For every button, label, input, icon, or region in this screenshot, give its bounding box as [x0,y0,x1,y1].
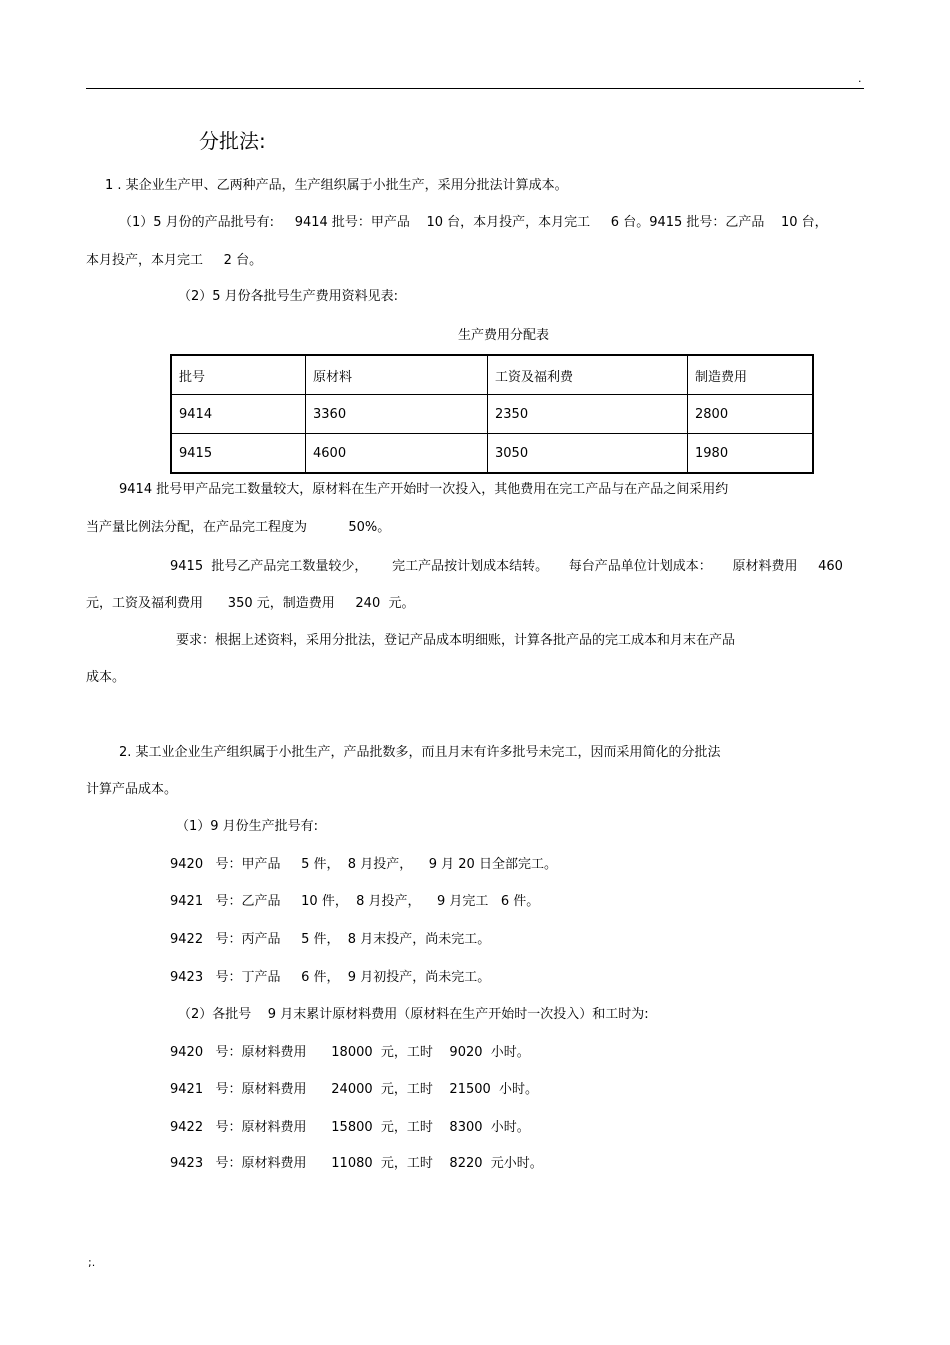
batch-line: 9420 号：甲产品 5 件， 8 月投产， 9 月 20 日全部完工。 [170,857,557,872]
problem2-item1: （1）9 月份生产批号有: [176,819,319,834]
cost-line: 9422 号：原材料费用 15800 元，工时 8300 小时。 [170,1120,530,1135]
cost-line: 9420 号：原材料费用 18000 元，工时 9020 小时。 [170,1045,530,1060]
table-row [171,434,813,474]
footer-corner-mark: ;. [88,1256,96,1269]
table-cell: 4600 [306,434,488,474]
table-row [171,395,813,434]
problem2-item2: （2）各批号 9 月末累计原材料费用（原材料在生产开始时一次投入）和工时为: [178,1007,649,1022]
problem1-note1-line2: 当产量比例法分配，在产品完工程度为 50%。 [86,520,391,535]
problem1-item1-line2: 本月投产，本月完工 2 台。 [86,253,263,268]
cost-line: 9423 号：原材料费用 11080 元，工时 8220 元小时。 [170,1156,543,1171]
table-cell: 3360 [306,395,488,434]
table-cell: 1980 [688,434,814,474]
problem1-intro: 1 . 某企业生产甲、乙两种产品，生产组织属于小批生产，采用分批法计算成本。 [105,178,568,193]
table-cell: 9414 [171,395,306,434]
header-corner-mark: . [858,72,862,85]
header-rule [86,88,864,89]
table-header-cell: 工资及福利费 [488,355,688,395]
table-cell: 9415 [171,434,306,474]
table-header-cell: 原材料 [306,355,488,395]
table-header-row [171,355,813,395]
table-header-cell: 制造费用 [688,355,814,395]
cost-allocation-table [170,354,814,474]
batch-line: 9423 号：丁产品 6 件， 9 月初投产，尚未完工。 [170,970,491,985]
batch-line: 9422 号：丙产品 5 件， 8 月末投产，尚未完工。 [170,932,491,947]
problem1-item1-line1: （1）5 月份的产品批号有: 9414 批号：甲产品 10 台，本月投产，本月完工 6 台。9415 批号：乙产品 10 台， [119,215,828,230]
problem2-intro-line1: 2. 某工业企业生产组织属于小批生产，产品批数多，而且月末有许多批号未完工，因而采用简化的分批法 [119,745,721,760]
problem1-requirement-line2: 成本。 [86,670,126,685]
problem1-note2-line2: 元，工资及福利费用 350 元，制造费用 240 元。 [86,596,415,611]
table-cell: 2800 [688,395,814,434]
problem1-requirement-line1: 要求：根据上述资料，采用分批法，登记产品成本明细账，计算各批产品的完工成本和月末在产品 [176,633,736,648]
batch-line: 9421 号：乙产品 10 件， 8 月投产， 9 月完工 6 件。 [170,894,540,909]
page-title: 分批法: [199,129,266,153]
table-header-cell: 批号 [171,355,306,395]
table-cell: 2350 [488,395,688,434]
table-caption: 生产费用分配表 [458,328,550,343]
problem2-intro-line2: 计算产品成本。 [86,782,178,797]
table-cell: 3050 [488,434,688,474]
cost-line: 9421 号：原材料费用 24000 元，工时 21500 小时。 [170,1082,539,1097]
problem1-note1-line1: 9414 批号甲产品完工数量较大，原材料在生产开始时一次投入，其他费用在完工产品与在产品之间采用约 [119,482,729,497]
problem1-note2-line1: 9415 批号乙产品完工数量较少， 完工产品按计划成本结转。 每台产品单位计划成本： 原材料费用 460 [170,559,843,574]
problem1-item2: （2）5 月份各批号生产费用资料见表: [178,289,399,304]
